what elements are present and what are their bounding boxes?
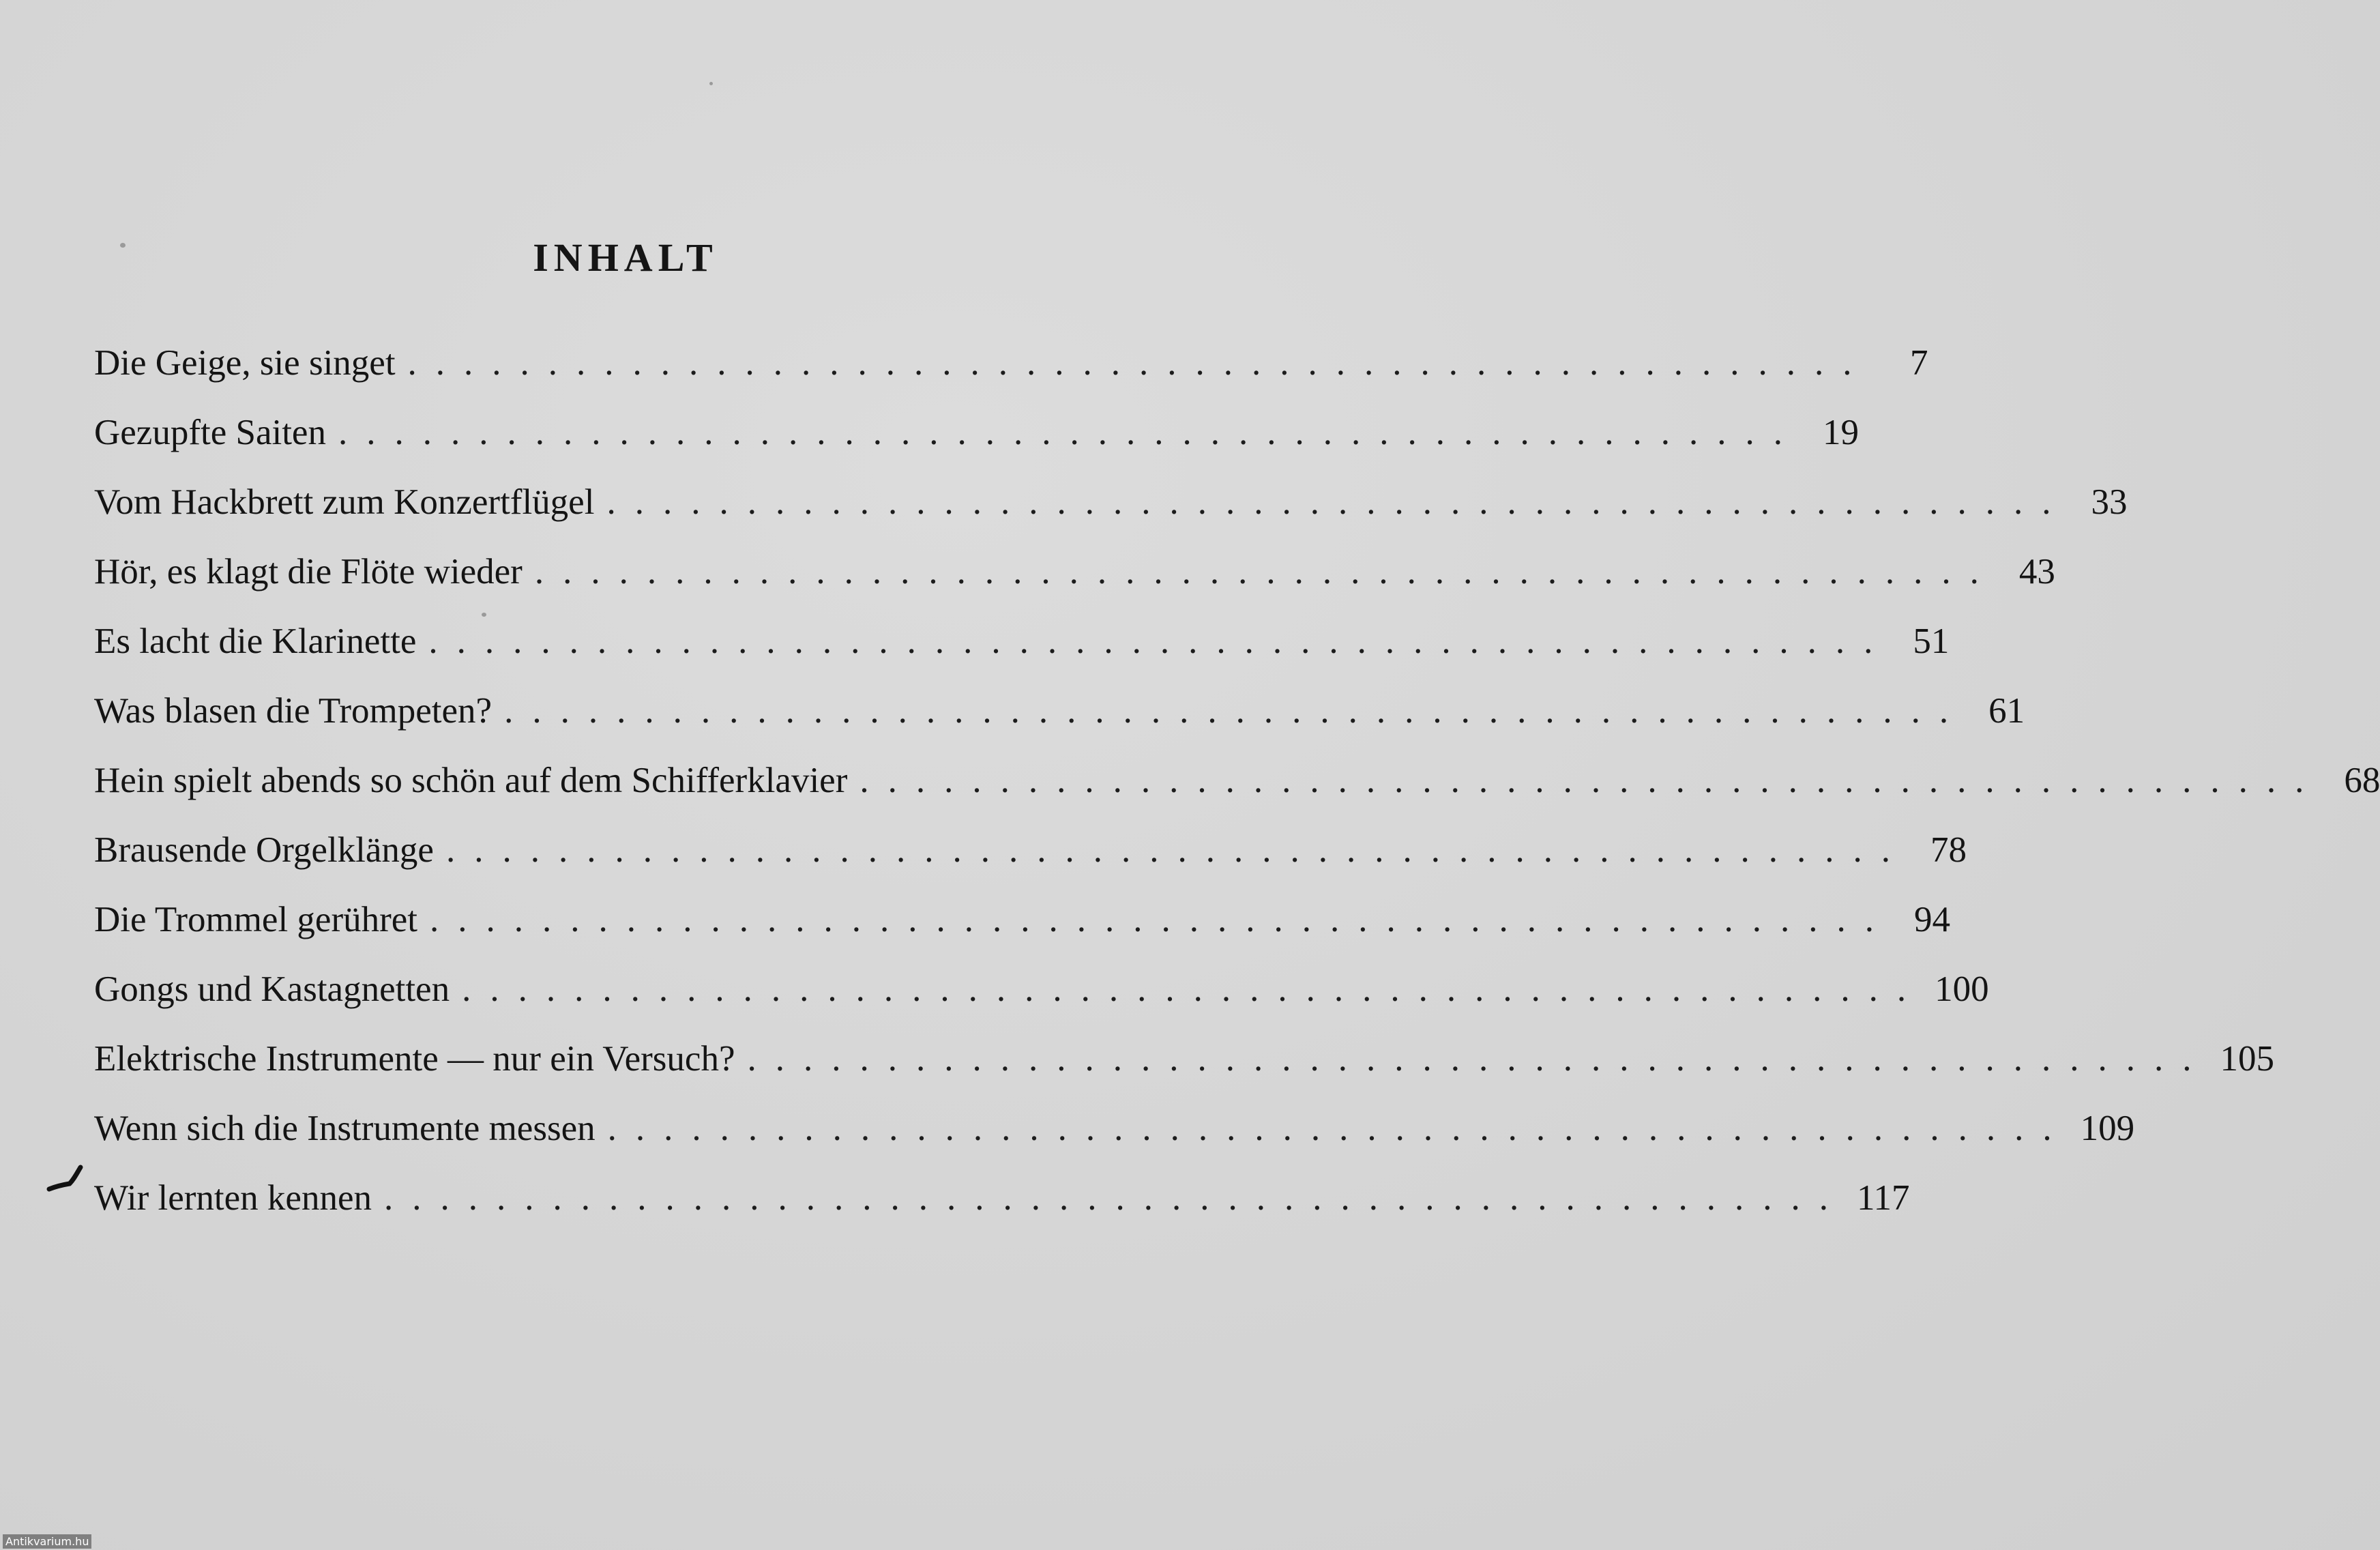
- toc-entry-title: Wenn sich die Instrumente messen: [94, 1109, 596, 1148]
- toc-page-number: 51: [1913, 622, 1950, 661]
- toc-entry-title: Wir lernten kennen: [94, 1178, 372, 1218]
- toc-page-number: 78: [1930, 830, 1967, 870]
- toc-page-number: 19: [1822, 413, 1859, 452]
- toc-entry-title: Hör, es klagt die Flöte wieder: [94, 552, 523, 591]
- toc-page-number: 61: [1988, 691, 2025, 731]
- toc-entry: [94, 899, 1950, 969]
- toc-page-number: 117: [1856, 1178, 1910, 1218]
- toc-entry-title: Hein spielt abends so schön auf dem Schifferklavier: [94, 761, 848, 800]
- toc-entry-title: Brausende Orgelklänge: [94, 830, 434, 870]
- toc-dot-leader: ....................................................: [338, 413, 1802, 452]
- toc-page-number: 105: [2220, 1039, 2274, 1079]
- toc-page-number: 109: [2080, 1109, 2135, 1148]
- toc-entry: [94, 690, 2025, 760]
- toc-entry-title: Die Geige, sie singet: [94, 343, 396, 383]
- toc-entry: [94, 621, 1950, 690]
- toc-entry-title: Die Trommel gerühret: [94, 900, 417, 939]
- toc-page-number: 33: [2091, 482, 2128, 522]
- toc-page-number: 68: [2344, 761, 2380, 800]
- toc-entry: [94, 482, 2128, 551]
- toc-page-number: 43: [2018, 552, 2055, 591]
- toc-entry: [94, 969, 1989, 1038]
- toc-dot-leader: ....................................................: [606, 482, 2070, 522]
- toc-entry: [94, 1108, 2135, 1178]
- toc-dot-leader: ....................................................: [747, 1039, 2211, 1079]
- toc-dot-leader: ....................................................: [445, 830, 1909, 870]
- toc-dot-leader: ....................................................: [462, 969, 1926, 1009]
- toc-dot-leader: ....................................................: [407, 343, 1871, 383]
- toc-entry: [94, 342, 1928, 412]
- toc-dot-leader: ....................................................: [428, 622, 1892, 661]
- watermark: Antikvarium.hu: [3, 1534, 91, 1549]
- toc-entry-title: Gezupfte Saiten: [94, 413, 326, 452]
- toc-entry-title: Gongs und Kastagnetten: [94, 969, 450, 1009]
- pencil-checkmark-icon: [46, 1163, 89, 1196]
- page-title: INHALT: [533, 235, 718, 280]
- toc-entry: [94, 1038, 2274, 1108]
- toc-page-number: 7: [1910, 343, 1928, 383]
- toc-entry-title: Vom Hackbrett zum Konzertflügel: [94, 482, 595, 522]
- toc-entry: [94, 830, 1967, 899]
- paper-speck: [709, 82, 713, 85]
- toc-entry-title: Was blasen die Trompeten?: [94, 691, 493, 731]
- toc-dot-leader: ....................................................: [430, 900, 1893, 939]
- toc-dot-leader: ....................................................: [383, 1178, 1847, 1218]
- toc-entry: [94, 412, 1859, 482]
- toc-entry: [94, 760, 2380, 830]
- table-of-contents: [94, 342, 2380, 1247]
- toc-dot-leader: ....................................................: [607, 1109, 2071, 1148]
- toc-dot-leader: ....................................................: [860, 761, 2323, 800]
- toc-entry-title: Elektrische Instrumente — nur ein Versuch?: [94, 1039, 735, 1079]
- toc-dot-leader: ....................................................: [534, 552, 1998, 591]
- toc-entry-title: Es lacht die Klarinette: [94, 622, 417, 661]
- toc-dot-leader: ....................................................: [504, 691, 1968, 731]
- toc-entry: [94, 1178, 1910, 1247]
- toc-entry: [94, 551, 2055, 621]
- toc-page-number: 94: [1914, 900, 1950, 939]
- toc-page-number: 100: [1935, 969, 1989, 1009]
